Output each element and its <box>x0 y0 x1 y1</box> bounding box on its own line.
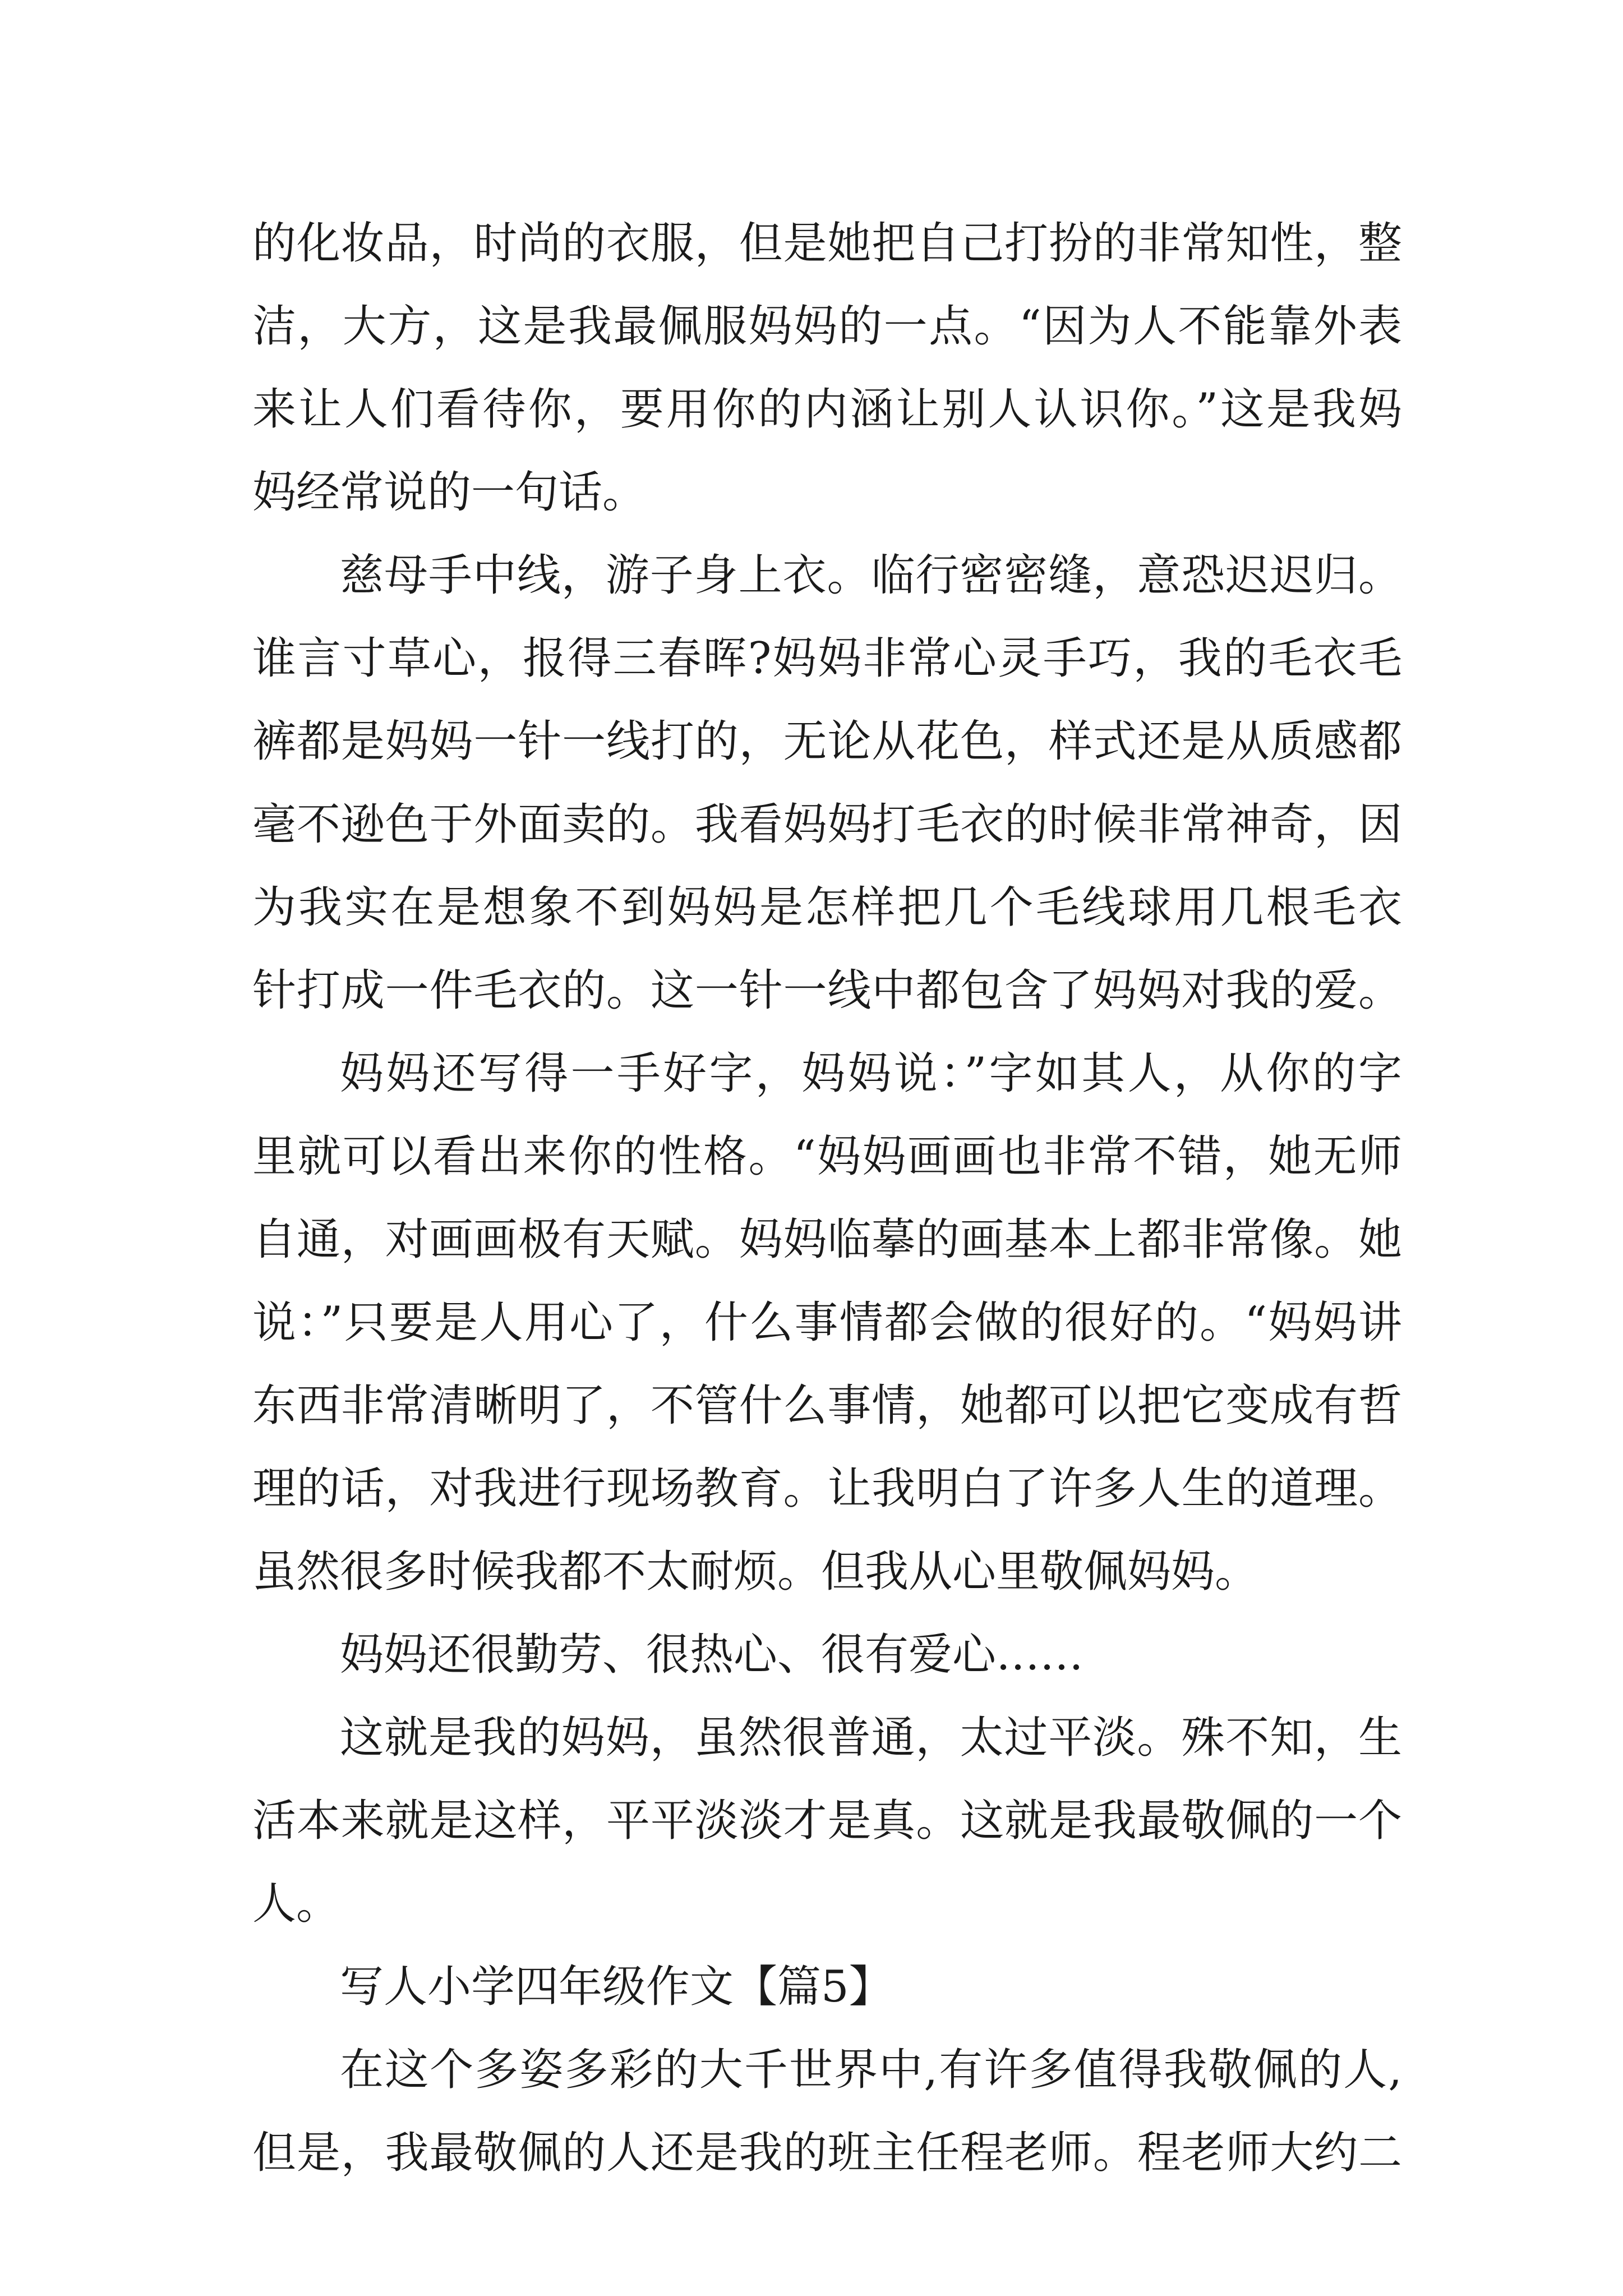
text-line: 里就可以看出来你的性格。“妈妈画画也非常不错，她无师 <box>252 1131 1402 1182</box>
text-line: 东西非常清晰明了，不管什么事情，她都可以把它变成有哲 <box>252 1381 1402 1431</box>
essay-body <box>252 202 1402 2194</box>
text-line: 为我实在是想象不到妈妈是怎样把几个毛线球用几根毛衣 <box>252 882 1402 933</box>
text-line: 理的话，对我进行现场教育。让我明白了许多人生的道理。 <box>252 1464 1402 1514</box>
text-line: 裤都是妈妈一针一线打的，无论从花色，样式还是从质感都 <box>252 716 1402 767</box>
paragraph-start-line: 妈妈还写得一手好字，妈妈说：”字如其人，从你的字 <box>340 1048 1402 1099</box>
text-line: 洁，大方，这是我最佩服妈妈的一点。“因为人不能靠外表 <box>252 301 1402 352</box>
text-line: 说：”只要是人用心了，什么事情都会做的很好的。“妈妈讲 <box>252 1297 1402 1348</box>
text-line: 的化妆品，时尚的衣服，但是她把自己打扮的非常知性，整 <box>252 218 1402 269</box>
paragraph-start-line: 在这个多姿多彩的大千世界中,有许多值得我敬佩的人, <box>340 2045 1402 2095</box>
paragraph-start-line: 这就是我的妈妈，虽然很普通，太过平淡。殊不知，生 <box>340 1713 1402 1763</box>
paragraph-start-line: 慈母手中线，游子身上衣。临行密密缝，意恐迟迟归。 <box>340 550 1402 601</box>
text-line: 毫不逊色于外面卖的。我看妈妈打毛衣的时候非常神奇，因 <box>252 799 1402 850</box>
paragraph-start-line: 妈妈还很勤劳、很热心、很有爱心…… <box>340 1630 1084 1680</box>
text-line: 妈经常说的一句话。 <box>252 467 647 518</box>
text-line: 自通，对画画极有天赋。妈妈临摹的画基本上都非常像。她 <box>252 1214 1402 1265</box>
text-line: 来让人们看待你，要用你的内涵让别人认识你。”这是我妈 <box>252 384 1402 435</box>
text-line: 活本来就是这样，平平淡淡才是真。这就是我最敬佩的一个 <box>252 1796 1402 1846</box>
text-line: 虽然很多时候我都不太耐烦。但我从心里敬佩妈妈。 <box>252 1547 1259 1597</box>
section-heading: 写人小学四年级作文【篇5】 <box>340 1962 893 2012</box>
text-line: 谁言寸草心，报得三春晖?妈妈非常心灵手巧，我的毛衣毛 <box>252 633 1402 684</box>
text-line: 针打成一件毛衣的。这一针一线中都包含了妈妈对我的爱。 <box>252 965 1402 1016</box>
text-line: 但是，我最敬佩的人还是我的班主任程老师。程老师大约二 <box>252 2128 1402 2178</box>
text-line: 人。 <box>252 1879 340 1929</box>
